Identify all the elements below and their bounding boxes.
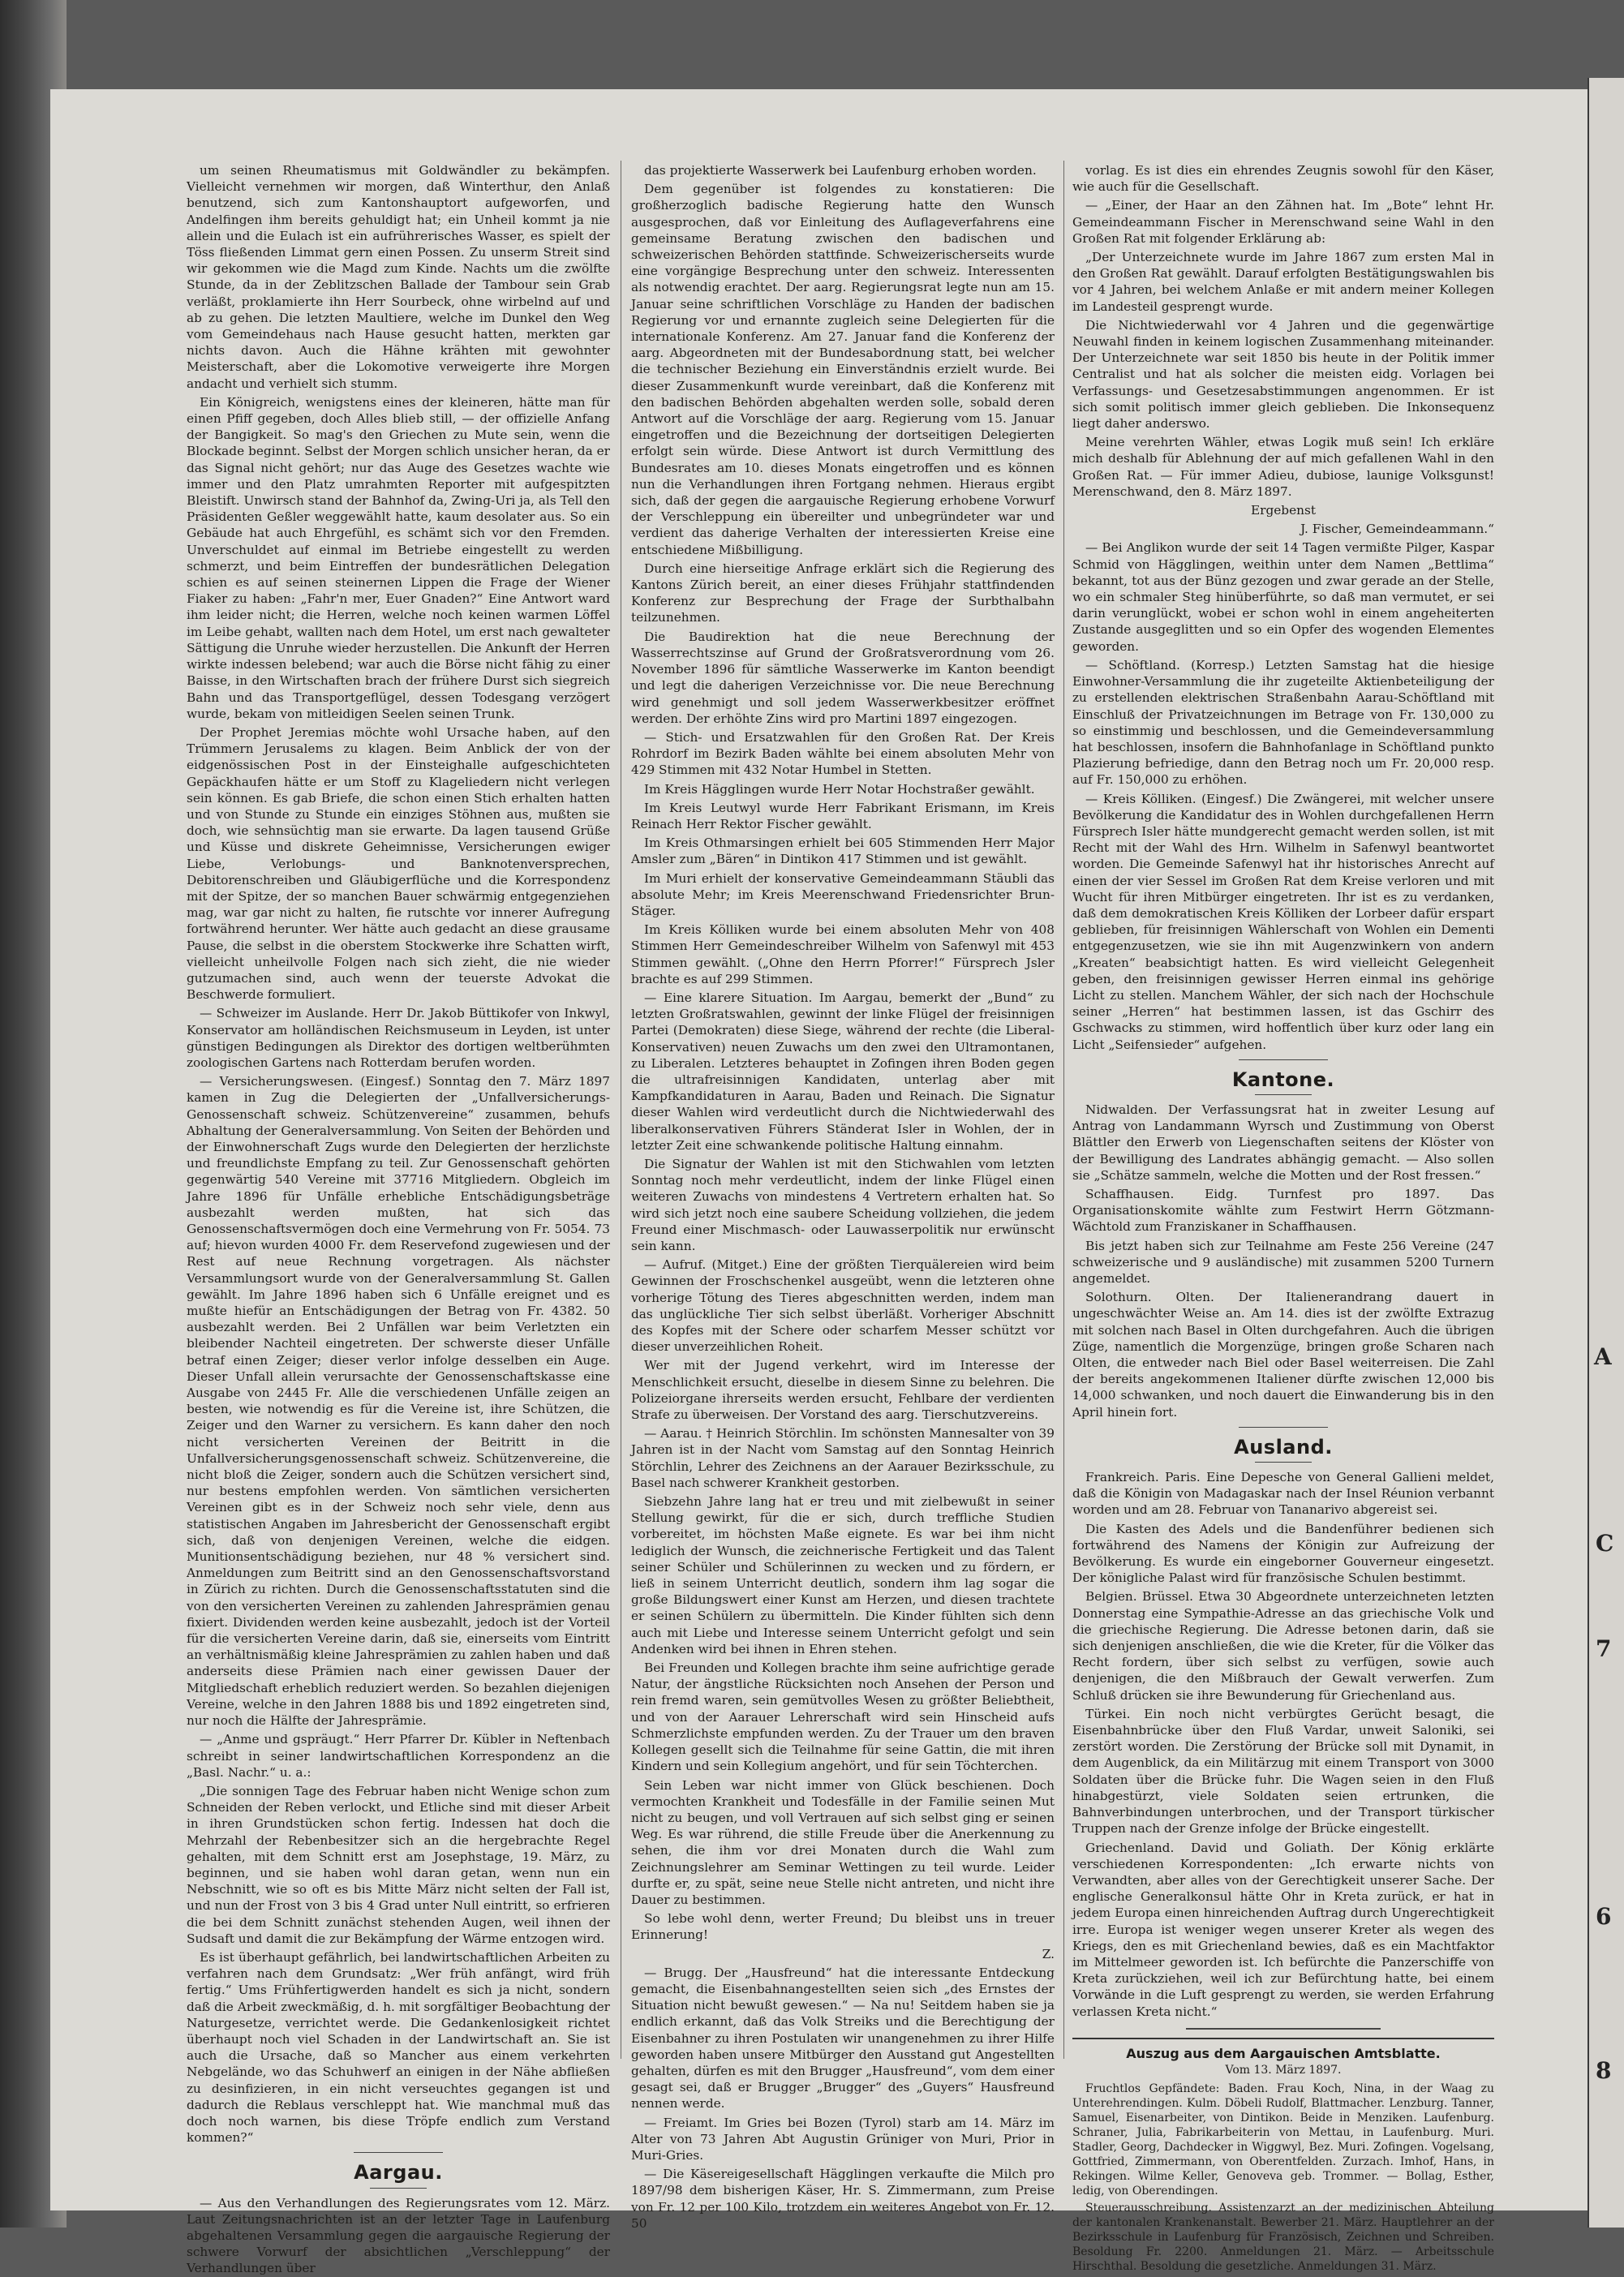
- section-rule: [370, 2188, 427, 2189]
- article-paragraph: — Aarau. † Heinrich Störchlin. Im schönsten Mannesalter von 39 Jahren ist in der Nacht vom Samstag auf den Sonntag Heinrich Störchlin, Lehrer des Zeichnens an der Aarauer Bezirksschule, zu Basel nach schwerer Krankheit gestorben.: [631, 1426, 1055, 1490]
- edge-letter: 8: [1596, 2057, 1612, 2084]
- article-paragraph: Dem gegenüber ist folgendes zu konstatieren: Die großherzoglich badische Regierung hatte den Wunsch ausgesprochen, daß vor Einleitung des Auflageverfahrens eine gemeinsame Beratung zwischen den badischen und schweizerischen Behörden stattfinde. Schweizerischerseits wurde eine vorgängige Besprechung unter den schweiz. Interessenten als notwendig erachtet. Der aarg. Regierungsrat legte nun am 15. Januar seine schriftlichen Vorschläge zu Handen der badischen Regierung vor und ernannte zugleich seine Delegierten für die internationale Konferenz. Am 27. Januar fand die Konferenz der aarg. Abgeordneten mit der Bundesabordnung statt, bei welcher die technischer Beziehung ein Einverständnis erzielt wurde. Bei dieser Zusammenkunft wurde vereinbart, daß die Konferenz mit den badischen Behörden abgehalten werden solle, sobald deren Antwort auf die Vorschläge der aarg. Regierung vom 15. Januar eingetroffen und die Bezeichnung der dortseitigen Delegierten erfolgt sein würde. Diese Antwort ist durch Vermittlung des Bundesrates am 10. dieses Monats eingetroffen und es können nun die Verhandlungen ihren Fortgang nehmen. Hieraus ergibt sich, daß der gegen die aargauische Regierung erhobene Vorwurf der Verschleppung ein übereilter und unbegründeter war und verdient das daherige Verhalten der interessierten Kreise eine entschiedene Mißbilligung.: [631, 182, 1055, 557]
- article-paragraph: — „Einer, der Haar an den Zähnen hat. Im „Bote“ lehnt Hr. Gemeindeammann Fischer in Merenschwand seine Wahl in den Großen Rat mit folgender Erklärung ab:: [1072, 198, 1494, 246]
- article-paragraph: — Stich- und Ersatzwahlen für den Großen Rat. Der Kreis Rohrdorf im Bezirk Baden wählte bei einem absoluten Mehr von 429 Stimmen mit 432 Notar Humbel in Stetten.: [631, 729, 1055, 778]
- article-paragraph: — „Anme und gspräugt.“ Herr Pfarrer Dr. Kübler in Neftenbach schreibt in seiner landwirtschaftlichen Korrespondenz an die „Basl. Nachr.“ u. a.:: [187, 1732, 610, 1780]
- article-paragraph: Bis jetzt haben sich zur Teilnahme am Feste 256 Vereine (247 schweizerische und 9 ausländische) mit zusammen 5200 Turnern angemeldet.: [1072, 1238, 1494, 1286]
- section-rule: [1255, 1462, 1312, 1463]
- article-paragraph: — Brugg. Der „Hausfreund“ hat die interessante Entdeckung gemacht, die Eisenbahnangestellten seien sich „des Ernstes der Situation nicht bewußt gewesen.“ — Na nu! Seitdem haben sie ja endlich erkannt, daß das Volk Streiks und die Berechtigung der Eisenbahner zu ihren Postulaten wir unangenehmen zu ihrer Hilfe geworden haben unsere Mitbürger den Ausstand gut Angestellten gehalten, dürfen es mit den Brugger „Hausfreund“, vom dem einer gesagt sei, daß er Brugger „Brugger“ des „Guyers“ Hausfreund nennen werde.: [631, 1965, 1055, 2112]
- article-paragraph: — Eine klarere Situation. Im Aargau, bemerkt der „Bund“ zu letzten Großratswahlen, gewinnt der linke Flügel der freisinnigen Partei (Demokraten) diese Siege, während der rechte (die Liberal-Konservativen) neuen Zuwachs um den zwei den Ultramontanen, zu Liberalen. Letzteres behauptet in Zofingen ihren Boden gegen die ultrafreisinnigen Kandidaten, unterlag aber mit Kampfkandidaturen in Aarau, Baden und Reinach. Die Signatur dieser Wahlen wird verdeutlicht durch die Nichtwiederwahl des liberalkonservativen Führers Ständerat Isler in Wohlen, der in letzter Zeit eine schwankende politische Haltung einnahm.: [631, 990, 1055, 1153]
- article-paragraph: Sein Leben war nicht immer von Glück beschienen. Doch vermochten Krankheit und Todesfälle in der Familie seinen Mut nicht zu beugen, und voll Vertrauen auf sich selbst ging er seinen Weg. Es war rührend, die stille Freude über die Anerkennung zu sehen, die ihm vor drei Monaten durch die Wahl zum Zeichnungslehrer am Seminar Wettingen zu teil wurde. Leider durfte er, zu spät, seine neue Stelle nicht antreten, und nicht ihre Dauer zu bestimmen.: [631, 1777, 1055, 1907]
- column-right: [1072, 162, 1494, 2274]
- section-rule: [1186, 2028, 1381, 2030]
- article-paragraph: Im Kreis Leutwyl wurde Herr Fabrikant Erismann, im Kreis Reinach Herr Rektor Fischer gewählt.: [631, 800, 1055, 831]
- column-left: [187, 162, 610, 2276]
- article-paragraph: Im Kreis Kölliken wurde bei einem absoluten Mehr von 408 Stimmen Herr Gemeindeschreiber Wilhelm von Safenwyl mit 453 Stimmen gewählt. („Ohne den Herrn Pforrer!“ Fürsprech Jsler brachte es auf 299 Stimmen.: [631, 922, 1055, 986]
- article-paragraph: — Kreis Kölliken. (Eingesf.) Die Zwängerei, mit welcher unsere Bevölkerung die Kandidatur des in Wohlen durchgefallenen Herrn Fürsprech Isler hätte mundgerecht gemacht werden sollen, ist mit Recht mit der Wahl des Hrn. Wilhelm in Safenwyl beantwortet worden. Die Gemeinde Safenwyl hat ihr historisches Anrecht auf einen der vier Sessel im Großen Rat dem Kreise verloren und mit Wucht für ihren Mitbürger eingetreten. Ihr ist es zu verdanken, daß dem demokratischen Kreis Kölliken der Lorbeer dafür erspart geblieben, für freisinnigen Wählerschaft von Wohlen ein Dementi entgegenzusetzen, wie sie ihn mit Augenzwinkern von andern „Kreaten“ beabsichtigt hatten. Es wird vielleicht Gelegenheit geben, den freisinnigen gewisser Herren einmal ins gehörige Licht zu stellen. Manchem Wähler, der sich nach der Hochschule seiner „Herren“ hat bestimmen lassen, ist das Gschirr des Gschwacks zu stimmen, wird hoffentlich über kurz oder lang ein Licht „Seifensieder“ aufgehen.: [1072, 791, 1494, 1052]
- article-paragraph: Schaffhausen. Eidg. Turnfest pro 1897. Das Organisationskomite wählte zum Festwirt Herrn Götzmann-Wächtold zum Franziskaner in Schaffhausen.: [1072, 1186, 1494, 1235]
- article-paragraph: — Die Käsereigesellschaft Hägglingen verkaufte die Milch pro 1897/98 dem bisherigen Käser, Hr. S. Zimmermann, zum Preise von Fr. 12 per 100 Kilo, trotzdem ein weiteres Angebot von Fr. 12. 50: [631, 2167, 1055, 2231]
- article-paragraph: — Versicherungswesen. (Eingesf.) Sonntag den 7. März 1897 kamen in Zug die Delegierten der „Unfallversicherungs-Genossenschaft schweiz. Schützenvereine“ zusammen, behufs Abhaltung der Generalversammlung. Von Seiten der Behörden und der Einwohnerschaft Zugs wurde den Delegierten der herzlichste und freundlichste Empfang zu teil. Zur Genossenschaft gehörten gegenwärtig 540 Vereine mit 37716 Mitgliedern. Obgleich im Jahre 1896 für Unfälle erhebliche Entschädigungsbeträge ausbezahlt werden mußten, hat sich das Genossenschaftsvermögen doch eine Vermehrung von Fr. 5054. 73 auf; hievon wurden 4000 Fr. dem Reservefond zugewiesen und der Rest auf neue Rechnung vorgetragen. Als nächster Versammlungsort wurde von der Generalversammlung St. Gallen gewählt. Im Jahre 1896 haben sich 6 Unfälle ereignet und es mußte hiefür an Entschädigungen der Betrag von Fr. 4382. 50 ausbezahlt werden. Bei 2 Unfällen war beim Verletzten ein bleibender Nachteil eingetreten. Der schwerste dieser Unfälle betraf einen Zeiger; dieser verlor infolge desselben ein Auge. Dieser Unfall allein verursachte der Genossenschaftskasse eine Ausgabe von 2445 Fr. Alle die verschiedenen Unfälle zeigen an besten, wie notwendig es für die Vereine ist, ihre Schützen, die Zeiger und den Warner zu versichern. Es kann daher den noch nicht versicherten Vereinen der Beitritt in die Unfallversicherungsgenossenschaft schweiz. Schützenvereine, die nicht bloß die Zeiger, sondern auch die Schützen versichert sind, nur bestens empfohlen werden. Von sämtlichen versicherten Vereinen gibt es in der Schweiz noch sehr viele, denn aus statistischen Angaben im Jahresbericht der Genossenschaft ergibt sich, daß von denjenigen Vereinen, welche die eidgen. Munitionsentschädigung beziehen, nur 48 % versichert sind. Anmeldungen zum Beitritt sind an den Genossenschaftsvorstand in Zürich zu richten. Durch die Genossenschaftsstatuten sind die von den versicherten Vereinen zu zahlenden Jahresprämien genau fixiert. Dividenden werden keine ausbezahlt, jedoch ist der Vorteil für die versicherten Vereine darin, daß sie, einerseits vom Eintritt an verhältnismäßig kleine Jahresprämien zu zahlen haben und daß anderseits diese Prämien nach einer gewissen Dauer der Mitgliedschaft erheblich reduziert werden. So bezahlen diejenigen Vereine, welche in den Jahren 1888 bis und 1892 eingetreten sind, nur noch die Hälfte der Jahresprämie.: [187, 1074, 610, 1729]
- article-paragraph: Fruchtlos Gepfändete: Baden. Frau Koch, Nina, in der Waag zu Unterehrendingen. Kulm. Döbeli Rudolf, Blattmacher. Lenzburg. Tanner, Samuel, Eisenarbeiter, von Dintikon. Beide in Menziken. Laufenburg. Schraner, Julia, Fabrikarbeiterin von Mettau, in Laufenburg. Muri. Stadler, Georg, Dachdecker in Wiggwyl, Bez. Muri. Zofingen. Vogelsang, Gottfried, Zimmermann, von Oberentfelden. Zurzach. Imhof, Hans, in Rekingen. Wilme Keller, Genoveva geb. Trommer. — Bollag, Esther, ledig, von Oberendingen.: [1072, 2082, 1494, 2198]
- article-paragraph: Solothurn. Olten. Der Italienerandrang dauert in ungeschwächter Weise an. Am 14. dies ist der zwölfte Extrazug mit solchen nach Basel in Olten durchgefahren. Auch die übrigen Züge, namentlich die Morgenzüge, bringen große Scharen nach Olten, die entweder nach Biel oder Basel weiterreisen. Die Zahl der bereits angekommenen Italiener dürfte zwischen 12,000 bis 14,000 schwanken, und noch dauert die Einwanderung bis in den April hinein fort.: [1072, 1290, 1494, 1420]
- article-paragraph: — Aus den Verhandlungen des Regierungsrates vom 12. März. Laut Zeitungsnachrichten ist an der letzter Tage in Laufenburg abgehaltenen Versammlung gegen die aargauische Regierung der schwere Vorwurf der absichtlichen „Verschleppung“ der Verhandlungen über: [187, 2195, 610, 2276]
- article-paragraph: Der Prophet Jeremias möchte wohl Ursache haben, auf den Trümmern Jerusalems zu klagen. Beim Anblick der von der eidgenössischen Post in der Einsteighalle aufgeschichteten Gepäckhaufen hätte er um Stoff zu Klageliedern nicht verlegen sein können. Es gab Briefe, die schon einen Stich erhalten hatten und von Stunde zu Stunde ein einziges Stöhnen aus, mußten sie doch, wie sehnsüchtig man sie erwarte. Da lagen tausend Grüße und Küsse und diskrete Geheimnisse, Versicherungen ewiger Liebe, Verlobungs- und Banknotenversprechen, Debitorenschreiben und Gläubigerflüche und die Korrespondenz mit der Spitze, der so manchen Bauer schwärmig entgegenziehen mag, war gar nicht zu halten, fie rutschte vor innerer Aufregung fortwährend herunter. Wer hätte auch gedacht an diese grausame Pause, die selbst in die oberstem Stockwerke ihre Schatten wirft, vielleicht unheilvolle Folgen nach sich zieht, die nie wieder gutzumachen sind, auch wenn der teuerste Advokat die Beschwerde formuliert.: [187, 724, 610, 1003]
- article-paragraph: Im Kreis Hägglingen wurde Herr Notar Hochstraßer gewählt.: [644, 781, 1035, 797]
- article-paragraph: Bei Freunden und Kollegen brachte ihm seine aufrichtige gerade Natur, der ängstliche Rücksichten noch Ansehen der Person und rein fremd waren, sein gemütvolles Wesen zu größter Beliebtheit, und von der Aarauer Lehrerschaft wird sein Hinscheid aufs Schmerzlichste empfunden werden. Zu der Trauer um den braven Kollegen gesellt sich die Teilnahme für seine Gattin, die mit ihren Kindern und sein Kollegium angehört, und für sein Töchterchen.: [631, 1660, 1055, 1774]
- column-middle: [631, 162, 1055, 2231]
- section-heading: Aargau.: [354, 2161, 443, 2185]
- adjacent-page-edge: [1587, 78, 1624, 2228]
- article-paragraph: — Freiamt. Im Gries bei Bozen (Tyrol) starb am 14. März im Alter von 73 Jahren Abt Augustin Grüniger von Muri, Prior in Muri-Gries.: [631, 2115, 1055, 2163]
- article-paragraph: — Bei Anglikon wurde der seit 14 Tagen vermißte Pilger, Kaspar Schmid von Hägglingen, weithin unter dem Namen „Bettlima“ bekannt, tot aus der Bünz gezogen und zwar gerade an der Stelle, wo ein schmaler Steg hinüberführte, so daß man vermutet, er sei darin verunglückt, wobei er schon wohl in einem angeheiterten Zustande ausgeglitten und so ein Opfer des wogenden Elementes geworden.: [1072, 540, 1494, 654]
- official-gazette-heading: Auszug aus dem Aargauischen Amtsblatte.: [1072, 2038, 1494, 2062]
- column-rule: [1063, 161, 1064, 2059]
- article-paragraph: — Schweizer im Auslande. Herr Dr. Jakob Büttikofer von Inkwyl, Konservator am holländischen Reichsmuseum in Leyden, ist unter günstigen Bedingungen als Direktor des dortigen weltberühmten zoologischen Gartens nach Rotterdam berufen worden.: [187, 1006, 610, 1070]
- article-paragraph: Es ist überhaupt gefährlich, bei landwirtschaftlichen Arbeiten zu verfahren nach dem Grundsatz: „Wer früh anfängt, wird früh fertig.“ Ums Frühfertigwerden handelt es sich ja nicht, sondern daß die Arbeit zweckmäßig, d. h. mit sorgfältiger Beobachtung der Naturgesetze, verrichtet werde. Die Gedankenlosigkeit richtet überhaupt noch viel Schaden in der Landwirtschaft an. Sie ist auch die Ursache, daß so Mancher aus einem verkehrten Nebgelände, wo das Schuhwerf an einigen in der Nähe abfließen zu desinfizieren, in ein nicht verseuchtes gegangen ist und dadurch die Reblaus verschleppt hat. Wie manchmal muß das doch noch warnen, bis diese Tröpfe endlich zum Verstand kommen?“: [187, 1949, 610, 2146]
- section-heading: Kantone.: [1231, 1068, 1335, 1091]
- edge-letter: 6: [1596, 1903, 1612, 1930]
- article-paragraph: Belgien. Brüssel. Etwa 30 Abgeordnete unterzeichneten letzten Donnerstag eine Sympathie-Adresse an das griechische Volk und die griechische Regierung. Die Adresse betonen darin, daß sie sich denjenigen anschließen, die wie die Kreter, für die Völker das Recht fordern, über sich selbst zu verfügen, sowie auch denjenigen, die den Mißbrauch der Gewalt verwerfen. Zum Schluß drücken sie ihre Bewunderung für Griechenland aus.: [1072, 1589, 1494, 1703]
- article-paragraph: Frankreich. Paris. Eine Depesche von General Gallieni meldet, daß die Königin von Madagaskar nach der Insel Réunion verbannt worden und am 28. Februar von Tananarivo abgereist sei.: [1072, 1470, 1494, 1518]
- article-paragraph: Wer mit der Jugend verkehrt, wird im Interesse der Menschlichkeit ersucht, dieselbe in diesem Sinne zu belehren. Die Polizeiorgane ihrerseits werden ersucht, Fehlbare der verdienten Strafe zu überweisen. Der Vorstand des aarg. Tierschutzvereins.: [631, 1358, 1055, 1423]
- article-paragraph: Griechenland. David und Goliath. Der König erklärte verschiedenen Korrespondenten: „Ich erwarte nichts von Verwandten, aber alles von der Gerechtigkeit unserer Sache. Der englische Generalkonsul hätte Ohr in Kreta zurück, er hat in jedem Europa einen hinreichenden Auftrag durch Ungerechtigkeit irre. Europa ist weniger wegen unserer Kreter als wegen des Kriegs, den es mit Griechenland bewies, daß es ein Machtfaktor im Mittelmeer geworden ist. Ich befürchte die Panzerschiffe von Kreta zurückziehen, weil ich zur Befürchtung hatte, bei einem Vorwände in die Luft gesprengt zu werden, sie werden Erfahrung verlassen Kreta nicht.“: [1072, 1840, 1494, 2019]
- article-paragraph: Türkei. Ein noch nicht verbürgtes Gerücht besagt, die Eisenbahnbrücke über den Fluß Vardar, unweit Saloniki, sei zerstört worden. Die Zerstörung der Brücke soll mit Dynamit, in dem Augenblick, da ein Militärzug mit einem Transport von 3000 Soldaten über die Brücke fuhr. Die Wagen seien in den Fluß hinabgestürzt, viele Soldaten seien ertrunken, die Bahnverbindungen unterbrochen, und der Transport türkischer Truppen nach der Grenze infolge der Brücke eingestellt.: [1072, 1706, 1494, 1837]
- edge-letter: 7: [1596, 1635, 1612, 1662]
- article-paragraph: Ergebenst: [1250, 503, 1317, 518]
- article-paragraph: Im Muri erhielt der konservative Gemeindeammann Stäubli das absolute Mehr; im Kreis Meerenschwand Friedensrichter Brun-Stäger.: [631, 870, 1055, 918]
- article-paragraph: Ein Königreich, wenigstens eines der kleineren, hätte man für einen Pfiff gegeben, doch Alles blieb still, — der offizielle Anfang der Bangigkeit. So mag's den Griechen zu Mute sein, wenn die Blockade beginnt. Selbst der Morgen schlich unsicher heran, da er das Signal nicht gehört; nur das Auge des Gesetzes wachte wie immer und den Platz umrahmten Reporter mit aufgespitzten Bleistift. Unwirsch stand der Bahnhof da, Zwing-Uri ja, als Tell den Präsidenten Geßler weggewählt hatte, kaum desolater aus. So ein Gebäude hat auch Ehrgefühl, es schämt sich vor den Fremden. Unverschuldet auf einmal im Betriebe eingestellt zu werden schmerzt, und beim Eintreffen der bundesrätlichen Delegation schien es auf seinen steinernen Lippen die Frage der Wiener Fiaker zu haben: „Fahr'n mer, Euer Gnaden?“ Eine Antwort ward ihm leider nicht; die Herren, welche noch keinen warmen Löffel im Leibe gehabt, wallten nach dem Hotel, um erst nach gewalteter Sättigung die Unruhe wieder herzustellen. Die Ankunft der Herren wirkte indessen belebend; war auch die Börse nicht fähig zu einer Baisse, in den Wirtschaften brach der frühere Durst sich siegreich Bahn und das Transportgeflügel, dessen Todesgang verzögert wurde, bekam von mitleidigen Seelen seinen Trunk.: [187, 394, 610, 721]
- article-paragraph: das projektierte Wasserwerk bei Laufenburg erhoben worden.: [644, 163, 1037, 178]
- article-paragraph: Die Baudirektion hat die neue Berechnung der Wasserrechtszinse auf Grund der Großratsverordnung vom 26. November 1896 für sämtliche Wasserwerke im Kanton beendigt und legt die daherigen Verzeichnisse vor. Die neue Berechnung wird genehmigt und soll jedem Wasserwerkbesitzer eröffnet werden. Der erhöhte Zins wird pro Martini 1897 eingezogen.: [631, 629, 1055, 726]
- article-paragraph: — Aufruf. (Mitget.) Eine der größten Tierquälereien wird beim Gewinnen der Froschschenkel ausgeübt, wenn die letzteren ohne vorherige Tötung des Tieres abgeschnitten werden, indem man das unglückliche Tier sich selbst überläßt. Vorheriger Abschnitt des Kopfes mit der Schere oder scharfem Messer schützt vor dieser unverzeihlichen Roheit.: [631, 1257, 1055, 1355]
- section-rule: [1255, 1094, 1312, 1095]
- article-paragraph: — Schöftland. (Korresp.) Letzten Samstag hat die hiesige Einwohner-Versammlung die ihr zugeteilte Aktienbeteiligung der zu erstellenden elektrischen Straßenbahn Aarau-Schöftland mit Einschluß der Privatzeichnungen im Betrage von Fr. 130,000 zu so einstimmig und beschlossen, und die Gemeindeversammlung hat beschlossen, insofern die Bahnhofanlage in Schöftland punkto Plazierung befriedige, dann den Betrag noch um Fr. 20,000 resp. auf Fr. 150,000 zu erhöhen.: [1072, 657, 1494, 788]
- article-paragraph: vorlag. Es ist dies ein ehrendes Zeugnis sowohl für den Käser, wie auch für die Gesellschaft.: [1072, 163, 1494, 195]
- section-rule: [1239, 1059, 1328, 1060]
- article-paragraph: Die Nichtwiederwahl vor 4 Jahren und die gegenwärtige Neuwahl finden in keinem logischen Zusammenhang miteinander. Der Unterzeichnete war seit 1850 bis heute in der Politik immer Centralist und hat als solcher die meisten eidg. Vorlagen bei Verfassungs- und Gesetzesabstimmungen angenommen. Er ist sich somit politisch immer gleich geblieben. Die Inkonsequenz liegt daher anderswo.: [1072, 317, 1494, 432]
- edge-letter: C: [1596, 1530, 1614, 1557]
- article-paragraph: Durch eine hierseitige Anfrage erklärt sich die Regierung des Kantons Zürich bereit, an einer dieses Frühjahr stattfindenden Konferenz zur Besprechung der Frage der Surbthalbahn teilzunehmen.: [631, 561, 1055, 625]
- section-heading: Ausland.: [1234, 1435, 1333, 1459]
- article-paragraph: Die Kasten des Adels und die Bandenführer bedienen sich fortwährend des Namens der Königin zur Aufreizung der Bevölkerung. Es wurde ein eingeborner Gouverneur eingesetzt. Der königliche Palast wird für französische Schulen bestimmt.: [1072, 1521, 1494, 1586]
- article-paragraph: Meine verehrten Wähler, etwas Logik muß sein! Ich erkläre mich deshalb für Ablehnung der auf mich gefallenen Wahl in den Großen Rat. — Für immer Adieu, dubiose, launige Volksgunst! Merenschwand, den 8. März 1897.: [1072, 435, 1494, 499]
- article-paragraph: Im Kreis Othmarsingen erhielt bei 605 Stimmenden Herr Major Amsler zum „Bären“ in Dintikon 417 Stimmen und ist gewählt.: [631, 836, 1055, 867]
- article-paragraph: Nidwalden. Der Verfassungsrat hat in zweiter Lesung auf Antrag von Landammann Wyrsch und Zustimmung von Oberst Blättler den Erwerb von Liegenschaften seitens der Klöster von der Bewilligung des Landrates abhängig gemacht. — Also sollen sie „Schätze sammeln, welche die Motten und der Rost fressen.“: [1072, 1102, 1494, 1183]
- article-paragraph: Die Signatur der Wahlen ist mit den Stichwahlen vom letzten Sonntag noch mehr verdeutlicht, indem der linke Flügel einen weiteren Zuwachs von mindestens 4 Vertretern erhalten hat. So wird sich jetzt noch eine saubere Scheidung vollziehen, die jedem Freund einer Mischmasch- oder Lauwasserpolitik nur erwünscht sein kann.: [631, 1156, 1055, 1253]
- official-gazette-date: Vom 13. März 1897.: [1225, 2063, 1342, 2077]
- article-paragraph: „Die sonnigen Tage des Februar haben nicht Wenige schon zum Schneiden der Reben verlockt, und Etliche sind mit dieser Arbeit in ihren Grundstücken schon fertig. Indessen hat doch die Mehrzahl der Rebenbesitzer sich an die hergebrachte Regel gehalten, mit dem Schnitt erst am Josephstage, 19. März, zu beginnen, und sie haben wohl daran getan, wenn nun ein Nebschnitt, wie so oft es bis Mitte März nicht selten der Fall ist, und nun der Frost von 3 bis 4 Grad unter Null eintritt, so erfrieren die bei dem Schnitt zunächst stehenden Augen, weil ihnen der Sudsaft und damit die zur Bekämpfung der Wärme entzogen wird.: [187, 1783, 610, 1946]
- section-rule: [354, 2152, 443, 2153]
- article-paragraph: Steuerausschreibung. Assistenzarzt an der medizinischen Abteilung der kantonalen Krankenanstalt. Bewerber 21. März. Hauptlehrer an der Bezirksschule in Laufenburg für Französisch, Zeichnen und Schreiben. Besoldung Fr. 2200. Anmeldungen 21. März. — Arbeitsschule Hirschthal. Besoldung die gesetzliche. Anmeldungen 31. März.: [1072, 2202, 1494, 2274]
- article-paragraph: Siebzehn Jahre lang hat er treu und mit zielbewußt in seiner Stellung gewirkt, für die er sich, durch treffliche Studien vorbereitet, im höchsten Maße eignete. Es war bei ihm nicht lediglich der Wunsch, die zeichnerische Fertigkeit und das Talent seiner Schüler und Schülerinnen zu wecken und zu fördern, er ließ in seinem Unterricht deutlich, sondern ihm lag sogar die große Bildungswert einer Kunst am Herzen, und diesen trachtete er seinen Schülern zu übermitteln. Die Kinder fühlten sich denn auch mit Liebe und Interesse seinem Unterricht gefolgt und sein Andenken wird bei ihnen in Ehren stehen.: [631, 1494, 1055, 1656]
- section-rule: [1239, 1427, 1328, 1428]
- article-paragraph: um seinen Rheumatismus mit Goldwändler zu bekämpfen. Vielleicht vernehmen wir morgen, daß Winterthur, den Anlaß benutzend, sich zum Kantonshauptort aufgeworfen, und Andelfingen ihm bereits gehuldigt hat; ein Unheil kommt ja nie allein und die Eulach ist ein aufrührerisches Wasser, es spielt der Töss fließenden Limmat gern einen Possen. Zu unserm Streit sind wir gekommen wie die Magd zum Kinde. Nachts um die zwölfte Stunde, da in der Zeblitzschen Ballade der Tambour sein Grab verläßt, proklamierte ihn Herr Sourbeck, ohne wirbelnd auf und ab zu gehen. Die letzten Maultiere, welche im Dunkel den Weg vom Gemeindehaus nach Hause gesucht hatten, merkten gar nichts davon. Auch die Hähne krähten mit gewohnter Meisterschaft, aber die Lokomotive verweigerte ihre Morgen andacht und verhielt sich stumm.: [187, 163, 610, 391]
- article-paragraph: J. Fischer, Gemeindeammann.“: [1300, 522, 1494, 537]
- article-paragraph: „Der Unterzeichnete wurde im Jahre 1867 zum ersten Mal in den Großen Rat gewählt. Darauf erfolgten Bestätigungswahlen bis vor 4 Jahren, bei welchem Anlaße er mit andern meiner Kollegen im Landesteil gesprengt wurde.: [1072, 250, 1494, 314]
- article-paragraph: So lebe wohl denn, werter Freund; Du bleibst uns in treuer Erinnerung!: [631, 1911, 1055, 1943]
- edge-letter: A: [1594, 1343, 1612, 1370]
- article-paragraph: Z.: [1042, 1946, 1055, 1961]
